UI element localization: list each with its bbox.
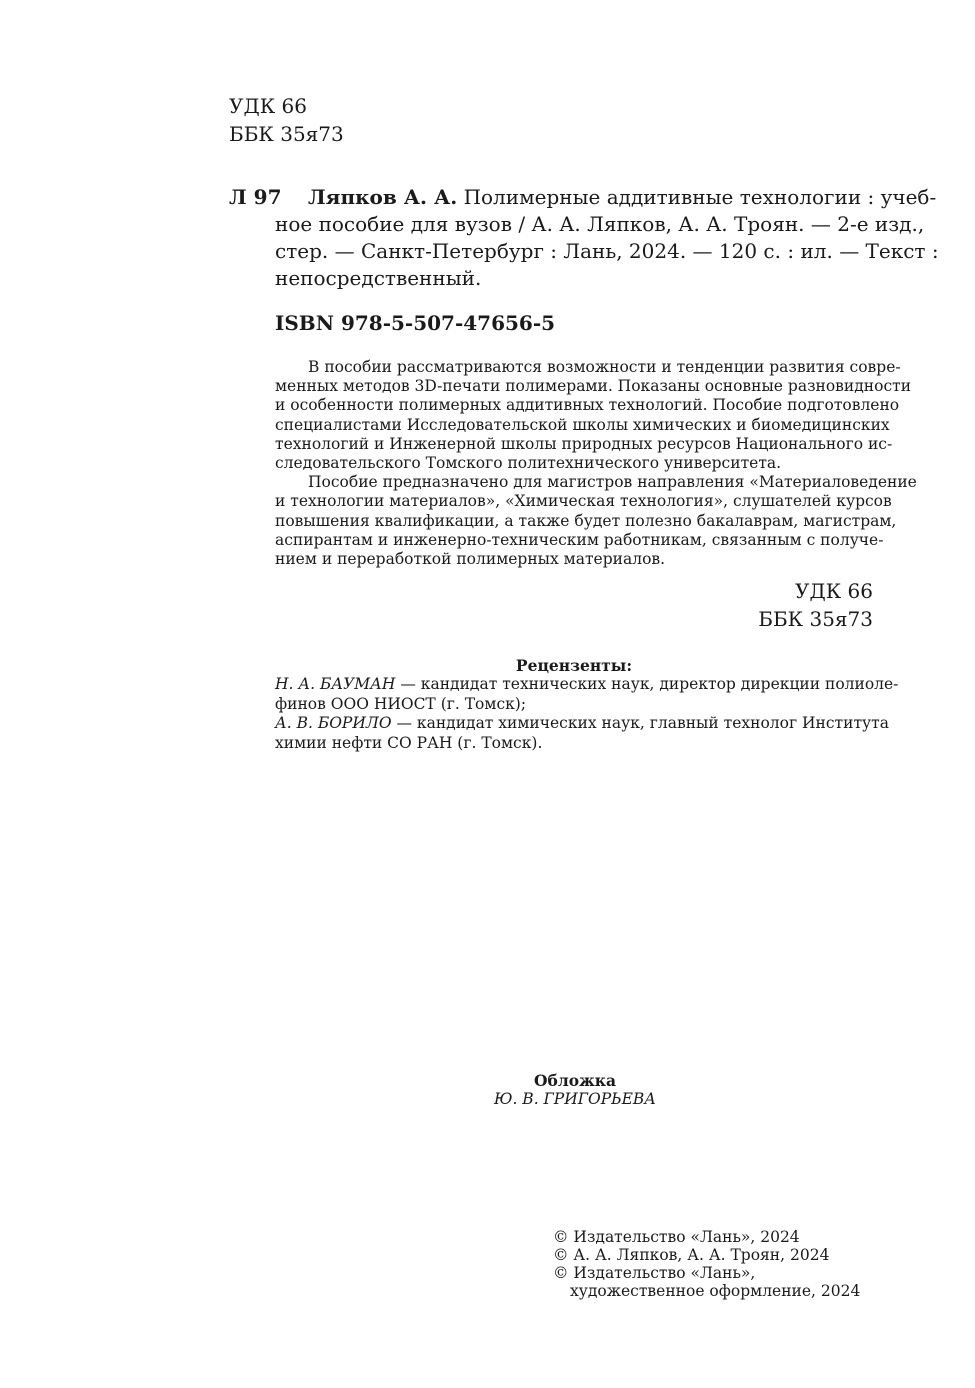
annotation-line: специалистами Исследовательской школы химических и биомедицинских	[275, 415, 890, 434]
annotation-line: и особенности полимерных аддитивных технологий. Пособие подготовлено	[275, 396, 900, 415]
annotation	[275, 358, 917, 569]
copyright-line: © Издательство «Лань»,	[553, 1264, 756, 1282]
reviewer-line: финов ООО НИОСТ (г. Томск);	[275, 694, 527, 713]
cover-title: Обложка	[534, 1071, 616, 1090]
bbk-code: ББК 35я73	[758, 607, 873, 631]
bib-line: непосредственный.	[275, 266, 482, 290]
author-mark: Л 97	[229, 185, 282, 209]
bib-line: стер. — Санкт-Петербург : Лань, 2024. — 120 с. : ил. — Текст :	[275, 239, 939, 263]
isbn: ISBN 978-5-507-47656-5	[275, 311, 556, 335]
annotation-line: нием и переработкой полимерных материалов.	[275, 550, 666, 569]
copyright-block	[553, 1228, 860, 1300]
bbk-code: ББК 35я73	[229, 122, 344, 146]
copyright-line: художественное оформление, 2024	[570, 1282, 861, 1300]
classification-top	[229, 92, 344, 148]
annotation-line: В пособии рассматриваются возможности и тенденции развития совре-	[308, 358, 901, 376]
reviewer-line: А. В. БОРИЛО — кандидат химических наук, главный технолог Института	[275, 714, 889, 732]
udk-code: УДК 66	[229, 94, 307, 118]
classification-right	[700, 577, 873, 633]
author-name: Ляпков А. А.	[308, 185, 458, 209]
annotation-line: аспирантам и инженерно-техническим работникам, связанным с получе-	[275, 530, 884, 549]
reviewers-title: Рецензенты:	[515, 656, 633, 675]
annotation-line: и технологии материалов», «Химическая технология», слушателей курсов	[275, 492, 892, 511]
annotation-line: технологий и Инженерной школы природных ресурсов Национального ис-	[275, 434, 893, 453]
annotation-line: следовательского Томского политехнического университета.	[275, 454, 782, 473]
reviewers-list	[275, 675, 899, 753]
annotation-line: менных методов 3D-печати полимерами. Показаны основные разновидности	[275, 377, 912, 396]
copyright-line: © Издательство «Лань», 2024	[553, 1228, 800, 1246]
cover-designer: Ю. В. ГРИГОРЬЕВА	[493, 1090, 657, 1108]
reviewer-line: химии нефти СО РАН (г. Томск).	[275, 733, 543, 752]
reviewer-line: Н. А. БАУМАН — кандидат технических наук, директор дирекции полиоле-	[275, 675, 899, 693]
bibliographic-description	[275, 184, 939, 292]
copyright-line: © А. А. Ляпков, А. А. Троян, 2024	[553, 1246, 830, 1264]
annotation-line: Пособие предназначено для магистров направления «Материаловедение	[308, 473, 917, 492]
reviewer-name: А. В. БОРИЛО	[275, 714, 392, 732]
udk-code: УДК 66	[795, 579, 873, 603]
bib-line: ное пособие для вузов / А. А. Ляпков, А. А. Троян. — 2-е изд.,	[275, 212, 925, 236]
reviewer-name: Н. А. БАУМАН	[275, 675, 396, 693]
bib-line: Ляпков А. А. Полимерные аддитивные технологии : учеб-	[308, 185, 937, 209]
cover-credit	[440, 1071, 710, 1109]
annotation-line: повышения квалификации, а также будет полезно бакалаврам, магистрам,	[275, 511, 897, 530]
